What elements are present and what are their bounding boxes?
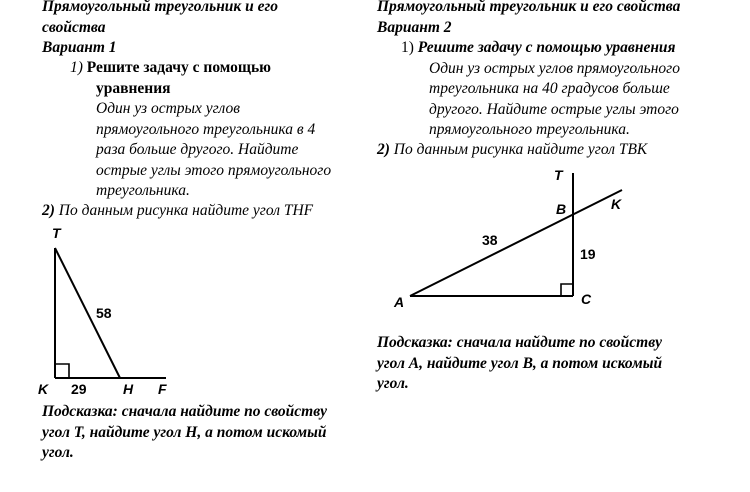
title-line-1: Прямоугольный треугольник и его: [42, 0, 278, 15]
task-2-number: 2): [42, 202, 55, 219]
right-angle-mark: [55, 364, 69, 378]
task-1-text-line: раза больше другого. Найдите: [96, 141, 299, 158]
label-b: B: [556, 201, 567, 217]
label-k: K: [611, 196, 622, 212]
hint-line: угол A, найдите угол B, а потом искомый: [377, 354, 663, 372]
task-1-block: [401, 38, 680, 141]
task-1-text-line: Один уз острых углов: [96, 100, 240, 117]
hint-block: [42, 402, 327, 464]
label-t: T: [52, 225, 61, 241]
title-line-2: свойства: [42, 18, 106, 36]
task-1-block: [70, 58, 331, 202]
triangle-figure-abc: [390, 163, 640, 313]
task-2-block: [42, 201, 313, 222]
label-c: C: [581, 291, 592, 307]
label-k: K: [38, 381, 49, 397]
task-1-text-line: другого. Найдите острые углы этого: [429, 100, 679, 118]
hint-line: угол.: [377, 375, 409, 392]
task-1-text-line: прямоугольного треугольника.: [429, 121, 630, 138]
label-side-58: 58: [96, 305, 112, 321]
task-1-number: 1): [70, 59, 83, 76]
label-t: T: [554, 167, 563, 183]
task-1-text: [70, 99, 331, 202]
variant-2-header: [377, 0, 680, 38]
task-2-text: По данным рисунка найдите угол THF: [58, 202, 314, 219]
hint-line: Подсказка: сначала найдите по свойству: [42, 403, 328, 420]
task-2-block: [377, 140, 647, 161]
line-ak: [410, 190, 622, 296]
variant-label: Вариант 2: [377, 18, 452, 36]
task-1-number: 1): [401, 39, 414, 56]
hint-line: Подсказка: сначала найдите по свойству: [377, 334, 663, 351]
task-1-title-line-2: уравнения: [96, 79, 171, 97]
task-1-text-line: прямоугольного треугольника в 4: [96, 120, 316, 138]
hint-line: угол.: [42, 444, 74, 461]
label-side-19: 19: [580, 246, 596, 262]
triangle-figure-thk: [38, 222, 178, 402]
task-2-text: По данным рисунка найдите угол TBK: [393, 141, 648, 158]
task-1-title: Решите задачу с помощью: [86, 59, 272, 76]
label-side-29: 29: [71, 381, 87, 397]
task-1-text-line: Один уз острых углов прямоугольного: [429, 59, 680, 77]
hint-block: [377, 333, 662, 395]
label-h: H: [123, 381, 134, 397]
variant-label: Вариант 1: [42, 39, 117, 56]
label-f: F: [158, 381, 167, 397]
right-angle-mark: [561, 284, 573, 296]
task-1-text: [401, 59, 680, 141]
variant-1-header: [42, 0, 278, 59]
label-side-38: 38: [482, 232, 498, 248]
label-a: A: [394, 294, 405, 310]
task-1-text-line: острые углы этого прямоугольного: [96, 161, 332, 179]
hint-line: угол T, найдите угол H, а потом искомый: [42, 423, 327, 441]
task-1-text-line: треугольника.: [96, 182, 190, 199]
title-line-1: Прямоугольный треугольник и его свойства: [377, 0, 681, 15]
task-1-text-line: треугольника на 40 градусов больше: [429, 80, 670, 97]
task-1-title: Решите задачу с помощью уравнения: [417, 39, 676, 56]
task-2-number: 2): [377, 141, 390, 158]
